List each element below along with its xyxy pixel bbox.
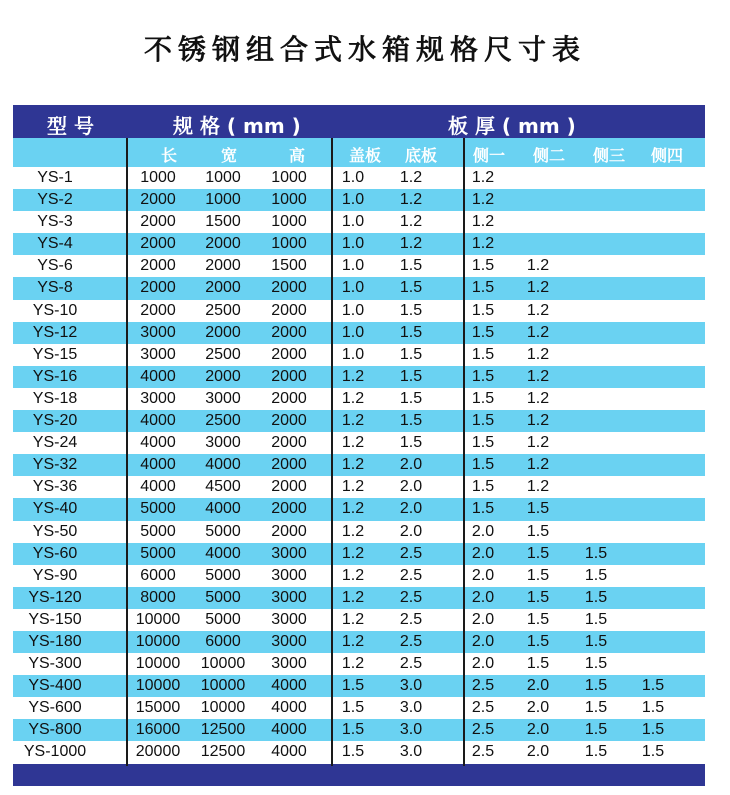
table-row: [13, 211, 705, 233]
table-cell: 1.2: [341, 544, 365, 562]
table-row: [13, 631, 705, 653]
table-cell: 12500: [200, 743, 246, 761]
table-cell: 1.5: [471, 279, 495, 297]
table-cell: YS-120: [28, 588, 82, 606]
table-cell: 2000: [140, 257, 176, 275]
table-row: [13, 167, 705, 189]
table-cell: YS-2: [37, 191, 73, 209]
table-cell: YS-16: [32, 367, 78, 385]
table-cell: 1.5: [399, 367, 423, 385]
table-cell: 1.2: [526, 478, 550, 496]
table-cell: 5000: [205, 588, 241, 606]
table-cell: 4000: [140, 478, 176, 496]
table-cell: 5000: [205, 566, 241, 584]
sub-bottom: 底板: [405, 146, 438, 165]
table-cell: 1.2: [341, 412, 365, 430]
table-cell: 10000: [200, 655, 246, 673]
table-cell: 10000: [135, 610, 181, 628]
table-cell: 1.2: [471, 213, 495, 231]
table-cell: 2000: [205, 257, 241, 275]
table-row: [13, 277, 705, 299]
table-cell: 6000: [140, 566, 176, 584]
table-cell: 2000: [271, 301, 307, 319]
table-row: [13, 741, 705, 763]
table-cell: 1.5: [471, 301, 495, 319]
table-cell: 1.5: [471, 345, 495, 363]
table-cell: 1000: [271, 169, 307, 186]
table-cell: 3000: [205, 434, 241, 452]
table-cell: 1.5: [584, 743, 608, 761]
table-cell: YS-32: [32, 456, 78, 474]
table-row: [13, 189, 705, 211]
table-cell: 1.0: [341, 345, 365, 363]
table-cell: 1.2: [341, 655, 365, 673]
subheader-row: [13, 138, 705, 167]
table-cell: 1.0: [341, 257, 365, 275]
table-cell: 1500: [271, 257, 307, 275]
table-cell: 4000: [140, 434, 176, 452]
table-cell: 1.0: [341, 235, 365, 253]
table-cell: 1.2: [399, 213, 423, 231]
table-cell: 1.5: [341, 699, 365, 717]
table-row: [13, 498, 705, 520]
table-cell: 1.5: [399, 412, 423, 430]
table-cell: 1.5: [641, 721, 665, 739]
table-cell: 1.5: [471, 323, 495, 341]
table-cell: 2.0: [399, 522, 423, 540]
table-cell: 3.0: [399, 721, 423, 739]
table-cell: 3000: [140, 323, 176, 341]
table-cell: 2500: [205, 301, 241, 319]
table-cell: 1.0: [341, 213, 365, 231]
table-row: [13, 476, 705, 498]
table-cell: 1.5: [526, 522, 550, 540]
table-cell: 5000: [140, 522, 176, 540]
table-row: [13, 322, 705, 344]
sub-length: 长: [161, 146, 178, 165]
table-cell: 1.5: [471, 257, 495, 275]
table-row: [13, 432, 705, 454]
table-cell: 1.5: [584, 588, 608, 606]
table-cell: 1.2: [341, 367, 365, 385]
table-cell: 10000: [135, 632, 181, 650]
sub-width: 宽: [221, 146, 238, 165]
table-cell: 4500: [205, 478, 241, 496]
table-cell: 1.2: [341, 500, 365, 518]
table-cell: 3000: [271, 655, 307, 673]
table-cell: 2000: [271, 412, 307, 430]
table-cell: YS-1000: [23, 743, 87, 761]
table-cell: 1000: [205, 169, 241, 186]
table-cell: 12500: [200, 721, 246, 739]
table-cell: 1.5: [341, 721, 365, 739]
table-cell: 2.0: [471, 632, 495, 650]
table-cell: 1.2: [399, 235, 423, 253]
table-cell: YS-24: [32, 434, 78, 452]
table-cell: 1000: [271, 213, 307, 231]
table-cell: 1.5: [471, 412, 495, 430]
table-cell: 1.5: [471, 389, 495, 407]
table-cell: 2.0: [471, 610, 495, 628]
table-cell: YS-15: [32, 345, 78, 363]
table-cell: 2000: [271, 367, 307, 385]
table-cell: 1.2: [341, 566, 365, 584]
table-cell: YS-600: [28, 699, 82, 717]
table-cell: 1.5: [584, 610, 608, 628]
table-cell: 2000: [271, 522, 307, 540]
table-row: [13, 587, 705, 609]
table-cell: 1.5: [399, 389, 423, 407]
table-cell: 1.2: [471, 235, 495, 253]
table-cell: 1.5: [526, 632, 550, 650]
table-cell: 1.2: [526, 412, 550, 430]
table-row: [13, 609, 705, 631]
table-cell: 1000: [271, 235, 307, 253]
table-cell: 2.5: [399, 566, 423, 584]
table-cell: YS-90: [32, 566, 78, 584]
table-cell: 8000: [140, 588, 176, 606]
table-cell: 1.5: [341, 677, 365, 695]
table-cell: 2000: [271, 345, 307, 363]
table-cell: 1.5: [526, 566, 550, 584]
table-cell: 1.2: [399, 191, 423, 209]
table-cell: 1.5: [471, 500, 495, 518]
table-cell: 3.0: [399, 699, 423, 717]
table-cell: 1.2: [526, 367, 550, 385]
sub-top: 盖板: [349, 146, 382, 165]
table-cell: 1.2: [341, 588, 365, 606]
table-cell: 1.2: [526, 279, 550, 297]
table-cell: 1.0: [341, 169, 365, 186]
divider-spec: [331, 138, 333, 766]
table-row: [13, 300, 705, 322]
header-thickness: 板 厚 ( mm ): [448, 114, 576, 138]
table-cell: 1.0: [341, 301, 365, 319]
table-cell: 2.5: [471, 699, 495, 717]
table-cell: 3000: [140, 345, 176, 363]
table-cell: 1500: [205, 213, 241, 231]
table-cell: 3000: [205, 389, 241, 407]
table-cell: YS-36: [32, 478, 78, 496]
header-spec: 规 格 ( mm ): [173, 114, 301, 138]
table-cell: 1.2: [471, 191, 495, 209]
table-cell: 1.5: [526, 500, 550, 518]
table-cell: 1.2: [526, 345, 550, 363]
table-cell: 1000: [205, 191, 241, 209]
table-cell: 1.5: [471, 456, 495, 474]
table-cell: 3.0: [399, 677, 423, 695]
table-cell: 2000: [271, 434, 307, 452]
table-cell: 1.2: [341, 389, 365, 407]
table-cell: YS-60: [32, 544, 78, 562]
table-cell: 2000: [271, 500, 307, 518]
table-cell: 1.0: [341, 323, 365, 341]
table-cell: 1000: [271, 191, 307, 209]
table-cell: 1.5: [641, 677, 665, 695]
table-cell: 1.5: [641, 699, 665, 717]
table-row: [13, 719, 705, 741]
table-cell: 2000: [205, 279, 241, 297]
table-cell: 2.0: [471, 655, 495, 673]
table-cell: YS-1: [37, 169, 73, 186]
table-row: [13, 565, 705, 587]
header-row: [13, 105, 705, 138]
table-cell: YS-12: [32, 323, 78, 341]
table-cell: 2.5: [399, 655, 423, 673]
table-row: [13, 653, 705, 675]
table-row: [13, 454, 705, 476]
table-cell: 4000: [271, 721, 307, 739]
table-cell: 2.0: [399, 456, 423, 474]
table-cell: 2.5: [471, 721, 495, 739]
table-cell: 4000: [140, 456, 176, 474]
table-cell: 1.2: [526, 456, 550, 474]
table-cell: 2000: [140, 301, 176, 319]
table-cell: 1.5: [471, 434, 495, 452]
table-cell: YS-800: [28, 721, 82, 739]
table-cell: 1.5: [399, 434, 423, 452]
table-cell: 4000: [205, 500, 241, 518]
table-cell: YS-10: [32, 301, 78, 319]
table-cell: 1.5: [584, 566, 608, 584]
table-cell: 1.5: [399, 279, 423, 297]
table-cell: 1.2: [526, 257, 550, 275]
table-cell: 2.0: [471, 566, 495, 584]
footer-bar: [13, 764, 705, 786]
table-cell: 1.5: [526, 655, 550, 673]
table-cell: 1.5: [526, 544, 550, 562]
table-cell: 1.2: [341, 522, 365, 540]
table-cell: 1.0: [341, 191, 365, 209]
table-cell: 2.0: [526, 677, 550, 695]
sub-side4: 侧四: [651, 146, 684, 165]
table-cell: 4000: [271, 699, 307, 717]
table-cell: 1.2: [341, 610, 365, 628]
table-cell: 10000: [135, 677, 181, 695]
table-cell: YS-3: [37, 213, 73, 231]
table-cell: YS-50: [32, 522, 78, 540]
table-cell: 2000: [205, 367, 241, 385]
table-cell: 1.2: [526, 301, 550, 319]
table-cell: 2.5: [471, 677, 495, 695]
table-cell: 2500: [205, 345, 241, 363]
table-cell: 2.0: [526, 743, 550, 761]
table-cell: 2000: [271, 478, 307, 496]
table-cell: 2.5: [399, 632, 423, 650]
table-cell: 3000: [271, 632, 307, 650]
table-row: [13, 410, 705, 432]
table-cell: 10000: [135, 655, 181, 673]
table-cell: 2000: [271, 279, 307, 297]
table-cell: YS-300: [28, 655, 82, 673]
table-cell: 5000: [205, 522, 241, 540]
table-cell: 10000: [200, 699, 246, 717]
table-cell: 1.2: [341, 632, 365, 650]
sub-side1: 侧一: [473, 146, 506, 165]
table-cell: 1.5: [341, 743, 365, 761]
table-cell: YS-150: [28, 610, 82, 628]
table-cell: 2000: [271, 456, 307, 474]
table-cell: 1.5: [584, 655, 608, 673]
table-cell: 2500: [205, 412, 241, 430]
table-cell: 5000: [140, 500, 176, 518]
table-cell: 1.5: [471, 478, 495, 496]
table-cell: 1.2: [341, 434, 365, 452]
table-cell: 1.5: [471, 367, 495, 385]
table-cell: 2.0: [471, 522, 495, 540]
table-cell: 10000: [200, 677, 246, 695]
table-cell: 2000: [205, 235, 241, 253]
table-cell: 1.5: [399, 323, 423, 341]
table-cell: YS-400: [28, 677, 82, 695]
table-cell: 1.5: [584, 699, 608, 717]
table-cell: 3.0: [399, 743, 423, 761]
table-cell: 2.5: [471, 743, 495, 761]
table-cell: 2000: [140, 213, 176, 231]
table-row: [13, 388, 705, 410]
table-cell: 1.2: [399, 169, 423, 186]
table-cell: 1.2: [526, 323, 550, 341]
table-row: [13, 366, 705, 388]
table-cell: 2.0: [526, 699, 550, 717]
sub-side2: 侧二: [533, 146, 566, 165]
table-cell: 4000: [205, 544, 241, 562]
divider-thickness: [463, 138, 465, 766]
spec-table: [13, 105, 705, 786]
table-cell: 4000: [271, 677, 307, 695]
table-cell: 4000: [205, 456, 241, 474]
table-cell: 1.2: [341, 478, 365, 496]
table-cell: YS-6: [37, 257, 73, 275]
table-cell: 1.5: [584, 721, 608, 739]
table-cell: 15000: [135, 699, 181, 717]
table-cell: YS-18: [32, 389, 78, 407]
table-cell: 3000: [271, 588, 307, 606]
table-cell: 1.2: [526, 389, 550, 407]
table-cell: 3000: [271, 566, 307, 584]
table-cell: 1.5: [526, 588, 550, 606]
sub-height: 高: [289, 146, 306, 165]
table-cell: 5000: [140, 544, 176, 562]
table-cell: 2.0: [399, 478, 423, 496]
table-cell: 1.5: [399, 257, 423, 275]
table-cell: 1.2: [526, 434, 550, 452]
table-cell: 4000: [140, 412, 176, 430]
table-cell: 2000: [271, 389, 307, 407]
table-cell: 1.5: [399, 301, 423, 319]
table-cell: 20000: [135, 743, 181, 761]
table-cell: 4000: [140, 367, 176, 385]
table-row: [13, 233, 705, 255]
table-cell: 5000: [205, 610, 241, 628]
table-cell: 2.5: [399, 610, 423, 628]
table-cell: 2000: [271, 323, 307, 341]
table-row: [13, 521, 705, 543]
table-cell: 2000: [140, 191, 176, 209]
table-cell: 2.0: [526, 721, 550, 739]
table-row: [13, 543, 705, 565]
table-row: [13, 675, 705, 697]
table-body: [13, 167, 705, 764]
table-cell: 1.2: [471, 169, 495, 186]
table-cell: 2000: [140, 235, 176, 253]
header-model: 型 号: [47, 114, 94, 138]
table-cell: 1.5: [399, 345, 423, 363]
table-row: [13, 697, 705, 719]
table-cell: 1.0: [341, 279, 365, 297]
table-cell: YS-40: [32, 500, 78, 518]
table-cell: 3000: [271, 544, 307, 562]
table-cell: YS-180: [28, 632, 82, 650]
table-cell: 1.5: [584, 632, 608, 650]
table-cell: 1.5: [584, 677, 608, 695]
table-cell: 4000: [271, 743, 307, 761]
table-row: [13, 255, 705, 277]
page-title: 不锈钢组合式水箱规格尺寸表: [143, 33, 586, 66]
table-cell: 2000: [140, 279, 176, 297]
table-row: [13, 344, 705, 366]
table-cell: 1.2: [341, 456, 365, 474]
table-cell: 3000: [140, 389, 176, 407]
table-cell: 1.5: [526, 610, 550, 628]
table-cell: 2.0: [471, 544, 495, 562]
table-cell: 2.5: [399, 544, 423, 562]
sub-side3: 侧三: [593, 146, 626, 165]
table-cell: 2.5: [399, 588, 423, 606]
table-cell: 6000: [205, 632, 241, 650]
table-cell: 1.5: [584, 544, 608, 562]
table-cell: 2.0: [399, 500, 423, 518]
divider-model: [126, 138, 128, 766]
table-cell: YS-20: [32, 412, 78, 430]
table-cell: 16000: [135, 721, 181, 739]
table-cell: 2000: [205, 323, 241, 341]
table-cell: 1.5: [641, 743, 665, 761]
table-cell: YS-4: [37, 235, 73, 253]
table-cell: YS-8: [37, 279, 73, 297]
table-cell: 2.0: [471, 588, 495, 606]
table-cell: 3000: [271, 610, 307, 628]
table-cell: 1000: [140, 169, 176, 186]
